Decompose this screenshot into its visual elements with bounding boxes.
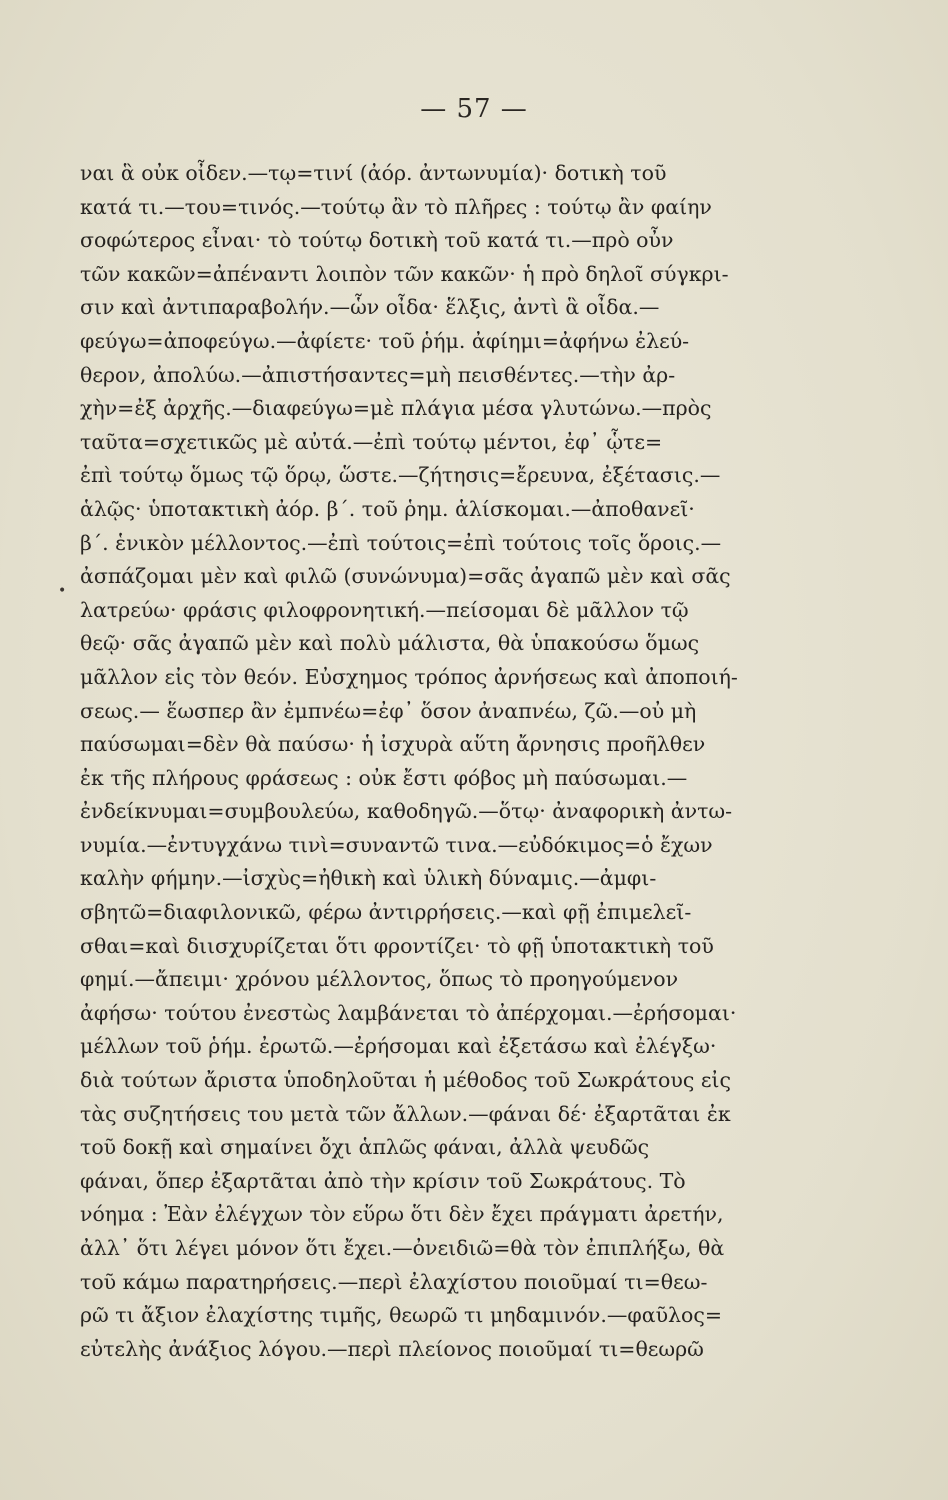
text-line: μᾶλλον εἰς τὸν θεόν. Εὐσχημος τρόπος ἀρνήσεως καὶ ἀποποιή- (80, 664, 738, 689)
text-line: ἀλλ᾽ ὅτι λέγει μόνον ὅτι ἔχει.—ὀνειδιῶ=θὰ τὸν ἐπιπλήξω, θὰ (80, 1236, 725, 1260)
text-line: νυμία.—ἐντυγχάνω τινὶ=συναντῶ τινα.—εὐδόκιμος=ὁ ἔχων (80, 832, 713, 857)
text-line: χὴν=ἐξ ἀρχῆς.—διαφεύγω=μὲ πλάγια μέσα γλυτώνω.—πρὸς (80, 396, 712, 421)
text-line: φάναι, ὅπερ ἐξαρτᾶται ἀπὸ τὴν κρίσιν τοῦ Σωκράτους. Τὸ (80, 1168, 686, 1193)
text-line: τοῦ κάμω παρατηρήσεις.—περὶ ἐλαχίστου ποιοῦμαί τι=θεω- (80, 1269, 708, 1294)
text-line: φεύγω=ἀποφεύγω.—ἀφίετε· τοῦ ῥήμ. ἀφίημι=ἀφήνω ἐλεύ- (80, 328, 690, 353)
text-line: ἐνδείκνυμαι=συμβουλεύω, καθοδηγῶ.—ὅτῳ· ἀναφορικὴ ἀντω- (80, 799, 733, 824)
margin-mark: • (58, 583, 67, 599)
text-line: ἀφήσω· τούτου ἐνεστὼς λαμβάνεται τὸ ἀπέρχομαι.—ἐρήσομαι· (80, 1000, 737, 1025)
text-line: ἁλῷς· ὑποτακτικὴ ἀόρ. β΄. τοῦ ῥημ. ἁλίσκομαι.—ἀποθανεῖ· (80, 496, 695, 521)
text-line: μέλλων τοῦ ῥήμ. ἐρωτῶ.—ἐρήσομαι καὶ ἐξετάσω καὶ ἐλέγξω· (80, 1034, 717, 1059)
text-line: σβητῶ=διαφιλονικῶ, φέρω ἀντιρρήσεις.—καὶ φῇ ἐπιμελεῖ- (80, 900, 692, 925)
body-text (80, 157, 812, 1366)
text-line: ταῦτα=σχετικῶς μὲ αὐτά.—ἐπὶ τούτῳ μέντοι, ἐφ᾽ ᾧτε= (80, 429, 663, 454)
text-line: καλὴν φήμην.—ἰσχὺς=ἠθικὴ καὶ ὑλικὴ δύναμις.—ἀμφι- (80, 866, 657, 891)
text-line: ναι ἃ οὐκ οἶδεν.—τῳ=τινί (ἀόρ. ἀντωνυμία)· δοτικὴ τοῦ (80, 161, 667, 185)
text-line: β΄. ἑνικὸν μέλλοντος.—ἐπὶ τούτοις=ἐπὶ τούτοις τοῖς ὅροις.— (80, 530, 722, 555)
text-line: ἀσπάζομαι μὲν καὶ φιλῶ (συνώνυμα)=σᾶς ἀγαπῶ μὲν καὶ σᾶς (80, 564, 731, 589)
text-line: εὐτελὴς ἀνάξιος λόγου.—περὶ πλείονος ποιοῦμαί τι=θεωρῶ (80, 1336, 704, 1361)
text-line: ἐπὶ τούτῳ ὅμως τῷ ὅρῳ, ὥστε.—ζήτησις=ἔρευνα, ἐξέτασις.— (80, 463, 721, 488)
text-line: τῶν κακῶν=ἀπέναντι λοιπὸν τῶν κακῶν· ἡ πρὸ δηλοῖ σύγκρι- (80, 261, 729, 286)
text-line: σεως.— ἕωσπερ ἂν ἐμπνέω=ἐφ᾽ ὅσον ἀναπνέω, ζῶ.—οὐ μὴ (80, 698, 697, 723)
text-line: τοῦ δοκῇ καὶ σημαίνει ὄχι ἁπλῶς φάναι, ἀλλὰ ψευδῶς (80, 1135, 650, 1160)
page-number: — 57 — (420, 94, 528, 124)
text-line: ρῶ τι ἄξιον ἐλαχίστης τιμῆς, θεωρῶ τι μηδαμινόν.—φαῦλος= (80, 1303, 723, 1328)
text-line: θερον, ἀπολύω.—ἀπιστήσαντες=μὴ πεισθέντες.—τὴν ἀρ- (80, 362, 676, 387)
text-line: παύσωμαι=δὲν θὰ παύσω· ἡ ἰσχυρὰ αὕτη ἄρνησις προῆλθεν (80, 732, 706, 757)
text-line: νόημα : Ἐὰν ἐλέγχων τὸν εὕρω ὅτι δὲν ἔχει πράγματι ἀρετήν, (80, 1202, 724, 1227)
text-line: θεῷ· σᾶς ἀγαπῶ μὲν καὶ πολὺ μάλιστα, θὰ ὑπακούσω ὅμως (80, 631, 700, 656)
text-line: διὰ τούτων ἄριστα ὑποδηλοῦται ἡ μέθοδος τοῦ Σωκράτους εἰς (80, 1068, 731, 1093)
text-line: λατρεύω· φράσις φιλοφρονητική.—πείσομαι δὲ μᾶλλον τῷ (80, 597, 689, 622)
text-line: φημί.—ἄπειμι· χρόνου μέλλοντος, ὅπως τὸ προηγούμενον (80, 967, 679, 992)
text-line: τὰς συζητήσεις του μετὰ τῶν ἄλλων.—φάναι δέ· ἐξαρτᾶται ἐκ (80, 1101, 731, 1126)
text-line: σθαι=καὶ διισχυρίζεται ὅτι φροντίζει· τὸ φῇ ὑποτακτικὴ τοῦ (80, 933, 714, 958)
text-line: κατά τι.—του=τινός.—τούτῳ ἂν τὸ πλῆρες : τούτῳ ἂν φαίην (80, 194, 712, 219)
text-line: σοφώτερος εἶναι· τὸ τούτῳ δοτικὴ τοῦ κατά τι.—πρὸ οὖν (80, 228, 674, 253)
text-line: σιν καὶ ἀντιπαραβολήν.—ὧν οἶδα· ἕλξις, ἀντὶ ἃ οἶδα.— (80, 295, 660, 320)
text-line: ἐκ τῆς πλήρους φράσεως : οὐκ ἔστι φόβος μὴ παύσωμαι.— (80, 765, 688, 790)
